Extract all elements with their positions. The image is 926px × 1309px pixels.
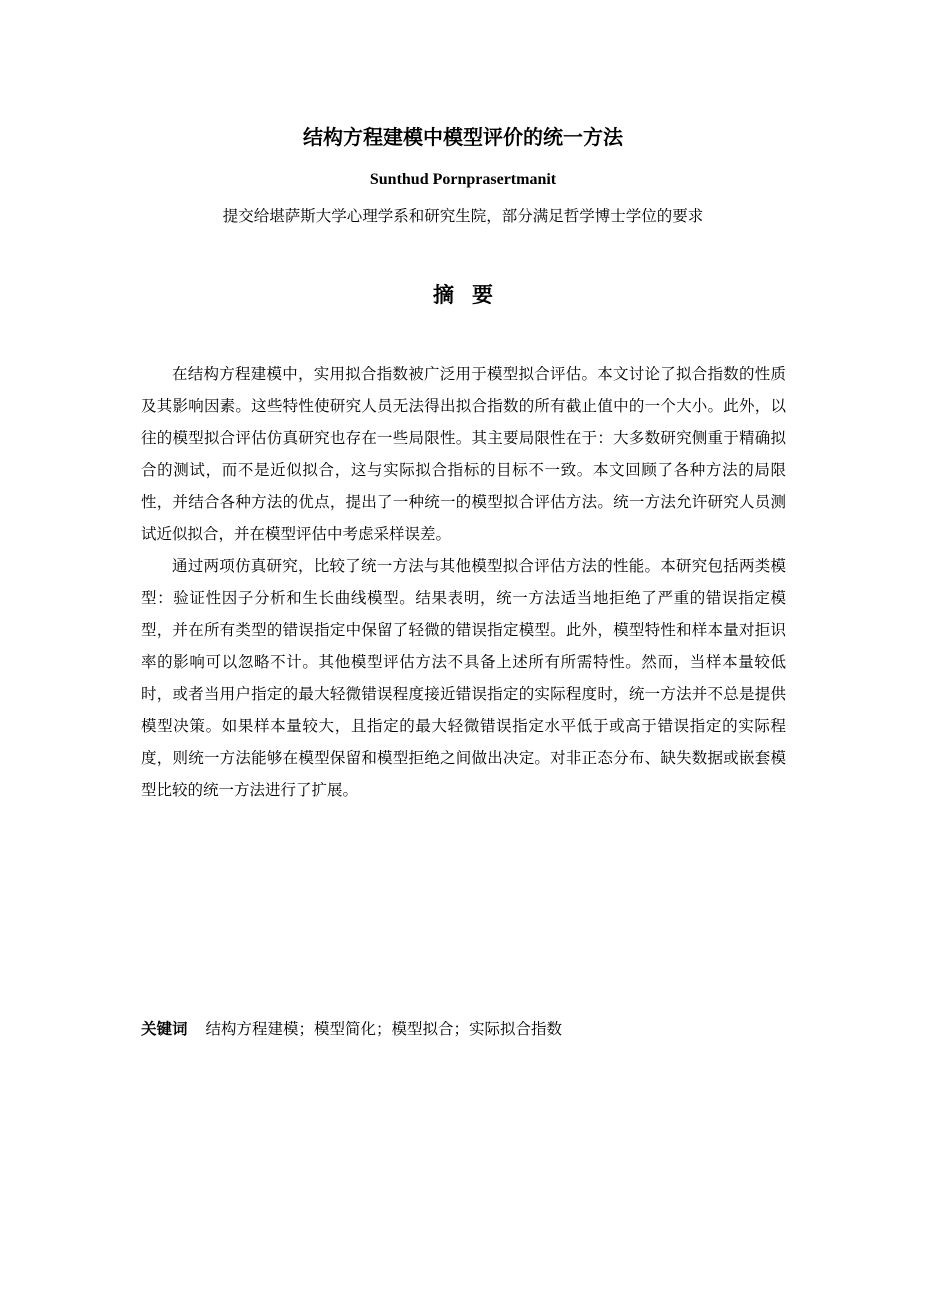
keywords-text: 结构方程建模；模型简化；模型拟合；实际拟合指数 <box>205 1020 563 1038</box>
author-name: Sunthud Pornprasertmanit <box>369 171 557 188</box>
abstract-paragraph: 在结构方程建模中，实用拟合指数被广泛用于模型拟合评估。本文讨论了拟合指数的性质及其影响因素。这些特性使研究人员无法得出拟合指数的所有截止值中的一个大小。此外，以往的模型拟合评估仿真研究也存在一些局限性。其主要局限性在于：大多数研究侧重于精确拟合的测试，而不是近似拟合，这与实际拟合指标的目标不一致。本文回顾了各种方法的局限性，并结合各种方法的优点，提出了一种统一的模型拟合评估方法。统一方法允许研究人员测试近似拟合，并在模型评估中考虑采样误差。 <box>141 365 786 543</box>
keywords-line <box>141 1014 786 1044</box>
abstract-heading: 摘要 <box>433 283 511 307</box>
affiliation-statement: 提交给堪萨斯大学心理学系和研究生院，部分满足哲学博士学位的要求 <box>222 207 704 225</box>
abstract-paragraph: 通过两项仿真研究，比较了统一方法与其他模型拟合评估方法的性能。本研究包括两类模型：验证性因子分析和生长曲线模型。结果表明，统一方法适当地拒绝了严重的错误指定模型，并在所有类型的错误指定中保留了轻微的错误指定模型。此外，模型特性和样本量对拒识率的影响可以忽略不计。其他模型评估方法不具备上述所有所需特性。然而，当样本量较低时，或者当用户指定的最大轻微错误程度接近错误指定的实际程度时，统一方法并不总是提供模型决策。如果样本量较大，且指定的最大轻微错误指定水平低于或高于错误指定的实际程度，则统一方法能够在模型保留和模型拒绝之间做出决定。对非正态分布、缺失数据或嵌套模型比较的统一方法进行了扩展。 <box>141 557 786 799</box>
abstract-body <box>141 358 786 806</box>
paper-title: 结构方程建模中模型评价的统一方法 <box>303 125 623 149</box>
keywords-label: 关键词 <box>141 1020 188 1038</box>
